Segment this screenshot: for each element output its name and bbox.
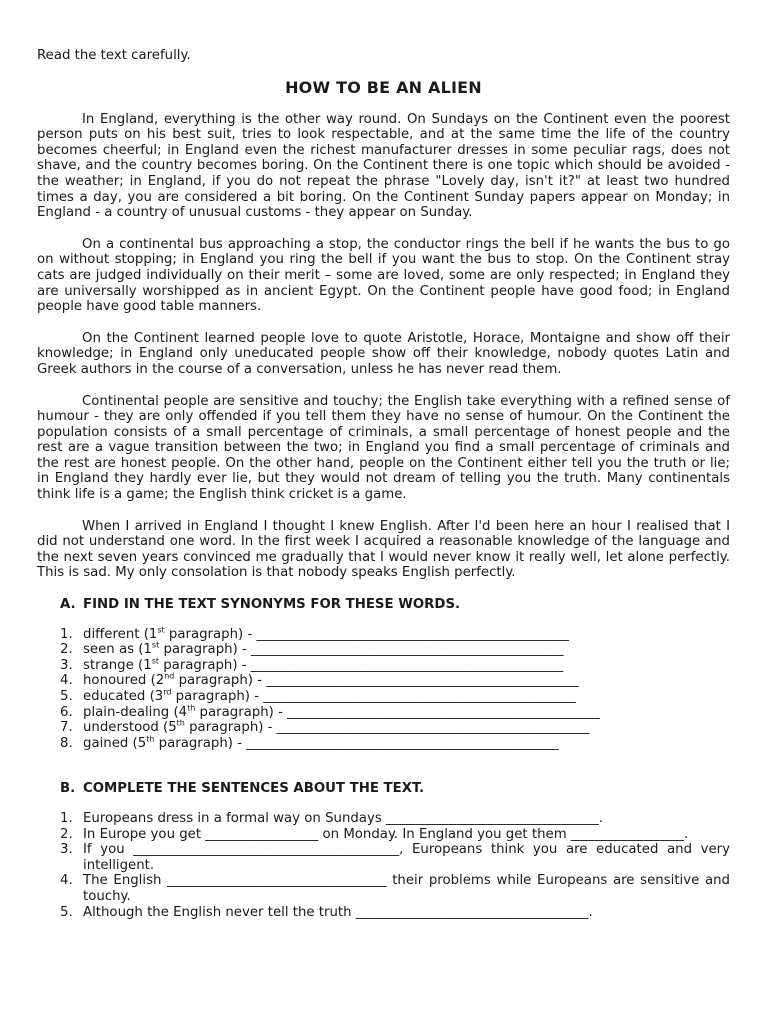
sentence-text[interactable]: In Europe you get _________________ on Monday. In England you get them _________________.	[83, 826, 689, 842]
paragraph-2: On a continental bus approaching a stop, the conductor rings the bell if he wants the bus to go on without stopping; in England you ring the bell if you want the bus to stop. On the Continent stray cats are judged individually on their merit – some are loved, some are only respected; in England they are universally worshipped as in ancient Egypt. On the Continent people have good food; in England people have good table manners.	[37, 236, 730, 315]
section-b-title: COMPLETE THE SENTENCES ABOUT THE TEXT.	[83, 781, 425, 797]
paragraph-5: When I arrived in England I thought I knew English. After I'd been here an hour I realised that I did not understand one word. In the first week I acquired a reasonable knowledge of the language and the next seven years convinced me gradually that I would never know it really well, let alone perfectly. This is sad. My only consolation is that nobody speaks English perfectly.	[37, 518, 730, 581]
answer-blank[interactable]: _______________________________________________	[266, 673, 579, 689]
paragraph-4: Continental people are sensitive and touchy; the English take everything with a refined sense of humour - they are only offended if you tell them they have no sense of humour. On the Continent the population consists of a small percentage of criminals, a small percentage of honest people and the rest are a vague transition between the two; in England you find a small percentage of criminals and the rest are honest people. On the other hand, people on the Continent either tell you the truth or lie; in England they hardly ever lie, but they would not dream of telling you the truth. Many continentals think life is a game; the English think cricket is a game.	[37, 393, 730, 503]
answer-blank[interactable]: _______________________________________________	[276, 720, 590, 736]
sentence-text[interactable]: The English _________________________________ their problems while Europeans are sensitive and touchy.	[83, 873, 730, 904]
sentence-item[interactable]: 1. Europeans dress in a formal way on Sundays ________________________________.	[60, 810, 603, 826]
sentence-item[interactable]: 3. If you ________________________________________, Europeans think you are educated and very intelligent.	[60, 842, 730, 873]
sentence-text[interactable]: If you ________________________________________, Europeans think you are educated and very intelligent.	[83, 842, 730, 873]
section-a-title: FIND IN THE TEXT SYNONYMS FOR THESE WORDS.	[83, 597, 461, 613]
synonym-item: 7. understood (5th paragraph) - _______________________________________________	[60, 718, 590, 736]
synonym-item: 6. plain-dealing (4th paragraph) - _______________________________________________	[60, 703, 600, 720]
section-b-letter: B.	[60, 781, 76, 797]
section-b-heading	[37, 781, 730, 797]
answer-blank[interactable]: _______________________________________________	[263, 689, 576, 704]
page-title: HOW TO BE AN ALIEN	[285, 77, 482, 97]
synonym-item: 1. different (1st paragraph) - _______________________________________________	[60, 625, 569, 642]
sentence-text[interactable]: Although the English never tell the truth ___________________________________.	[83, 904, 593, 920]
answer-blank[interactable]: _______________________________________________	[251, 642, 564, 658]
synonym-item: 2. seen as (1st paragraph) - _______________________________________________	[60, 640, 564, 658]
instruction-text: Read the text carefully.	[37, 48, 191, 63]
answer-blank[interactable]: _______________________________________________	[246, 735, 559, 751]
answer-blank[interactable]: _______________________________________________	[256, 626, 569, 642]
answer-blank[interactable]: _______________________________________________	[250, 657, 564, 673]
synonym-item: 8. gained (5th paragraph) - _______________________________________________	[60, 734, 559, 751]
paragraph-1: In England, everything is the other way round. On Sundays on the Continent even the poorest person puts on his best suit, tries to look respectable, and at the same time the life of the country becomes cheerful; in England even the richest manufacturer dresses in some peculiar rags, does not shave, and the country becomes boring. On the Continent there is one topic which should be avoided - the weather; in England, if you do not repeat the phrase "Lovely day, isn't it?" at least two hundred times a day, you are considered a bit boring. On the Continent Sunday papers appear on Monday; in England - a country of unusual customs - they appear on Sunday.	[37, 111, 730, 221]
synonym-item: 5. educated (3rd paragraph) - _______________________________________________	[60, 687, 576, 704]
synonym-item: 3. strange (1st paragraph) - _______________________________________________	[60, 656, 564, 673]
sentence-item[interactable]: 4. The English _________________________________ their problems while Europeans are sensitive and touchy.	[60, 873, 730, 904]
answer-blank[interactable]: _______________________________________________	[287, 704, 600, 720]
synonym-item: 4. honoured (2nd paragraph) - _______________________________________________	[60, 671, 579, 689]
sentence-list	[37, 811, 730, 920]
sentence-item[interactable]: 5. Although the English never tell the truth ___________________________________.	[60, 904, 593, 920]
section-a-heading	[37, 597, 730, 613]
paragraph-3: On the Continent learned people love to quote Aristotle, Horace, Montaigne and show off their knowledge; in England only uneducated people show off their knowledge, nobody quotes Latin and Greek authors in the course of a conversation, unless he has never read them.	[37, 330, 730, 377]
synonym-list	[37, 627, 730, 752]
sentence-item[interactable]: 2. In Europe you get _________________ on Monday. In England you get them _________________.	[60, 826, 689, 842]
section-a-letter: A.	[60, 597, 76, 613]
sentence-text[interactable]: Europeans dress in a formal way on Sundays ________________________________.	[83, 810, 603, 826]
worksheet-page	[37, 48, 730, 920]
